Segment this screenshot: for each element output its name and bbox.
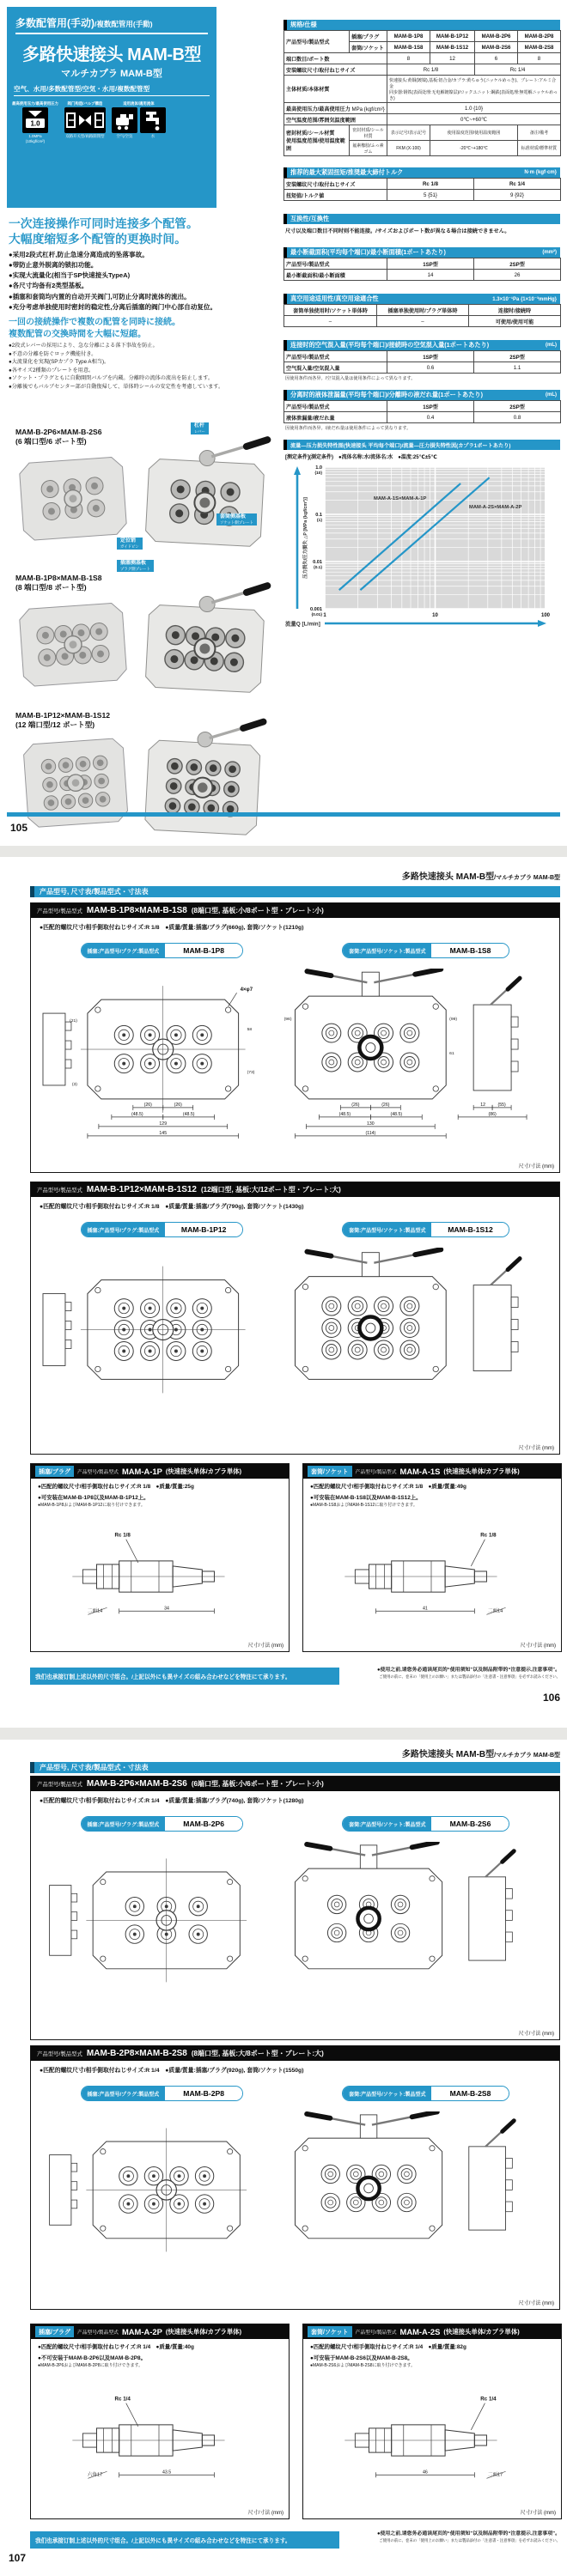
half-header: 套筒/ソケット 产品型号/製品型式 MAM-A-1S (快速接头单体/カプラ単体) [303, 1464, 561, 1479]
socket-model-pill: 套筒:产品型号/ソケット:製品型式 MAM-B-1S12 [342, 1222, 509, 1237]
running-header: 多路快速接头 MAM-B型/マルチカプラ MAM-B型 [401, 872, 560, 882]
spec-table: 产品型号/製品型式 插塞/プラグ MAM-B-1P8 MAM-B-1P12 MAM-B-2P6 MAM-B-2P8 套筒/ソケット MAM-B-1S8 MAM-B-1S12 MAM-B-2S6 MAM-B-2S8 端口数目/ポート数 8 12 6 8 安装螺纹尺寸/取付ねじサイズ Rc 1/8 Rc 1/4 主体材质/本体材質 快速接头:黄铜(镀镍),基板:铝合金/カプラ:黄ちゅう(ニッケルめっき)、プレート:アルミ合金 同步器:钢铁(表面处理:无电解镀镍层)/ロックユニット:鋼鉄(表面処理:無電解ニッケルめっき) 最高使用压力/最高使用圧力 MPa {kgf/cm²} 1.0 {10} 空气温度范围/雰囲気温度範囲 0℃~+60℃ 密封材质/シール材質 使用温度范围/使用温度範囲 密封材质/シール材質 表示记号/表示記号 使用温度范围/使用温度範囲 备注/備考 氟素橡胶/ふっ素ゴム FKM (X-100) -20℃~+180℃ 标准材质/標準材質 [284, 30, 561, 156]
half-spec: ●匹配的螺纹尺寸/相手側取付ねじサイズ:R 1/8 ●质量/質量:49g [310, 1484, 466, 1490]
plug-plate-callout: 插塞侧基板 プラグ側プレート [117, 560, 154, 572]
feature-icons [12, 101, 211, 143]
airmix-table: 产品型号/製品型式 1SP型 2SP型 空气混入量/空気混入量 0.6 1.1 [284, 350, 561, 374]
block-specline: ●匹配的螺纹尺寸/相手側取付ねじサイズ:R 1/4 ●质量/質量:插塞/プラグ(740g), 套筒/ソケット(1280g) [40, 1798, 304, 1804]
minarea-table: 产品型号/製品型式 1SP型 2SP型 最小断截面积/最小断面積 14 26 [284, 258, 561, 281]
half-note-cn: ●可安装于MAM-B-2S6以及MAM-B-2S8。 [310, 2355, 413, 2361]
bullet: ●充分考虑单独使用时密封的稳定性,分离后插塞的阀门中心部自动复位。 [9, 302, 217, 311]
svg-text:(73): (73) [247, 1069, 255, 1075]
socket-model-pill: 套筒:产品型号/ソケット:製品型式 MAM-B-2S8 [342, 2086, 509, 2101]
plug-model-pill: 插塞:产品型号/プラグ:製品型式 MAM-B-1P8 [81, 943, 244, 958]
svg-text:(86): (86) [488, 1112, 497, 1118]
airmix-note: 因使用条件而各异。/空気混入量は使用条件によって異なります。 [285, 376, 416, 381]
air-compressor-icon [112, 107, 137, 133]
svg-text:129: 129 [159, 1121, 168, 1127]
svg-text:(48.5): (48.5) [390, 1112, 403, 1118]
product-photo [7, 596, 282, 701]
svg-text:(48.5): (48.5) [131, 1112, 143, 1118]
svg-text:二面14: 二面14 [487, 1608, 503, 1614]
product-photo [7, 450, 282, 555]
single-coupler-block-socket [302, 1463, 562, 1652]
half-note-cn: ●不可安装于MAM-B-2P6以及MAM-B-2P8。 [38, 2355, 146, 2361]
half-note-cn: ●可安装在MAM-B-1S8以及MAM-B-1S12上。 [310, 1495, 422, 1501]
page-separator [0, 846, 567, 857]
unit-note: 尺寸/寸法 (mm) [518, 1164, 554, 1170]
product-caption: MAM-B-2P6×MAM-B-2S6 (6 端口型/6 ポート型) [15, 428, 102, 447]
block-specline: ●匹配的螺纹尺寸/相手側取付ねじサイズ:R 1/8 ●质量/質量:插塞/プラグ(660g), 套筒/ソケット(1210g) [40, 925, 304, 931]
unit-note: 尺寸/寸法 (mm) [520, 1643, 556, 1649]
svg-text:{1}: {1} [316, 518, 322, 522]
bullet: ●带防止意外脱离的锁扣功能。 [9, 261, 98, 270]
svg-text:(96): (96) [284, 1017, 292, 1023]
model-pills [31, 1222, 559, 1237]
svg-text:压力损失/圧力損失 △P [MPa {kgf/cm²}]: 压力损失/圧力損失 △P [MPa {kgf/cm²}] [303, 497, 308, 579]
svg-text:34: 34 [164, 1606, 169, 1612]
caution-note: ●使用之前,请您务必通读尾页的“使用须知”以及制品附带的“注意提示,注意事项”。 ご使用の前に、巻末の「使用上のお願い」または製品添付の「注意書・注意事項」を必ずお読みください。 [376, 1668, 560, 1679]
block-specline: ●匹配的螺纹尺寸/相手側取付ねじサイズ:R 1/4 ●质量/質量:插塞/プラグ(920g), 套筒/ソケット(1550g) [40, 2068, 304, 2074]
block-header: 产品型号/製品型式 MAM-B-1P8×MAM-B-1S8 (8端口型, 基板:小/8ポート型・プレート:小) [31, 903, 559, 918]
svg-text:(55): (55) [497, 1103, 506, 1109]
svg-text:(48.5): (48.5) [182, 1112, 195, 1118]
page-number: 105 [10, 822, 28, 834]
svg-text:MAM-A-1S×MAM-A-1P: MAM-A-1S×MAM-A-1P [374, 496, 427, 501]
svg-text:Rc 1/8: Rc 1/8 [480, 1532, 497, 1539]
minarea-title-bar: 最小断截面积(平均每个端口)/最小断面積(1ポートあたり) (mm²) [284, 247, 560, 258]
half-note-jp: ●MAM-B-1S8およびMAM-B-1S12に取り付けできます。 [310, 1503, 418, 1508]
svg-text:Rc 1/8: Rc 1/8 [114, 1532, 131, 1539]
water-caption: 水 [150, 134, 155, 138]
block-header: 产品型号/製品型式 MAM-B-2P6×MAM-B-2S6 (6端口型, 基板:小/6ポート型・プレート:小) [31, 1777, 559, 1791]
unit-note: 尺寸/寸法 (mm) [520, 2511, 556, 2516]
plug-model-pill: 插塞:产品型号/プラグ:製品型式 MAM-B-2P8 [81, 2086, 244, 2101]
bullet: ●各サイズ2種類のプレートを用意。 [9, 367, 94, 374]
pressure-caption: 1.0MPa (10kgf/cm²) [25, 134, 46, 143]
section-bar: 产品型号, 尺寸表/製品型式・寸法表 [30, 886, 560, 897]
technical-drawing [38, 1248, 552, 1437]
running-header: 多路快速接头 MAM-B型/マルチカプラ MAM-B型 [401, 1750, 560, 1759]
bullet: ●采用2段式杠杆,防止急速分离造成的坠落事故。 [9, 251, 149, 258]
bullets-cn [9, 250, 275, 313]
svg-text:(26): (26) [381, 1103, 390, 1109]
bullet: ●不意の分離を防ぐロック機能付き。 [9, 350, 97, 357]
category-jp: /複数配管用(手動) [94, 20, 153, 28]
footer-rule [7, 812, 560, 817]
svg-text:二面14: 二面14 [87, 1608, 103, 1614]
compat-title-bar: 互换性/互換性 [284, 214, 560, 224]
product-caption: MAM-B-1P12×MAM-B-1S12 (12 端口型/12 ポート型) [15, 711, 111, 730]
half-note-jp: ●MAM-B-2P6およびMAM-B-2P8に取り付けできます。 [38, 2363, 143, 2368]
fluid-icon-group [112, 101, 166, 139]
custom-order-note: 我们也承接订制上述以外的尺寸组合。/上記以外にも異サイズの組み合わせなどを特注にて承ります。 [30, 2531, 339, 2549]
svg-text:{0.1}: {0.1} [314, 565, 322, 569]
half-note-cn: ●可安装在MAM-B-1P8以及MAM-B-1P12上。 [38, 1495, 149, 1501]
coupler-drawing [38, 1521, 280, 1632]
vacuum-title-bar: 真空用途适用性/真空用途適合性 1.3×10⁻¹Pa {1×10⁻³mmHg} [284, 294, 560, 304]
airmix-title-bar: 连接时的空气混入量(平均每个端口)/接続時の空気混入量(1ポートあたり) (mL) [284, 340, 560, 350]
spec-column [284, 0, 560, 642]
svg-text:61: 61 [449, 1051, 454, 1057]
single-coupler-block-socket [302, 2324, 562, 2519]
svg-text:46: 46 [423, 2470, 428, 2476]
torque-table: 安装螺纹尺寸/取付ねじサイズ Rc 1/8 Rc 1/4 扭矩值/トルク値 5 {51} 9 {92} [284, 178, 561, 201]
bullet: ●插塞和套筒均内置的自动开关阀门,可防止分离时流体的流出。 [9, 292, 191, 301]
svg-text:100: 100 [540, 613, 551, 618]
bullets-jp [9, 342, 266, 392]
model-pills [31, 2086, 559, 2101]
category-line [15, 15, 208, 34]
svg-text:Rc 1/4: Rc 1/4 [114, 2396, 131, 2403]
unit-note: 尺寸/寸法 (mm) [518, 1446, 554, 1451]
valve-caption: 双路开关型/両路開閉型 [65, 134, 105, 138]
bullet: ●ソケット・プラグともに自動開閉バルブを内蔵。分離時の流体の流出を防止します。 [9, 375, 214, 382]
custom-order-note: 我们也承接订制上述以外的尺寸组合。/上記以外にも異サイズの組み合わせなどを特注にて承ります。 [30, 1668, 339, 1685]
half-spec: ●匹配的螺纹尺寸/相手側取付ねじサイズ:R 1/8 ●质量/質量:25g [38, 1484, 194, 1490]
coupler-drawing [310, 2381, 552, 2500]
title-banner [7, 7, 216, 208]
dimension-block [30, 1182, 560, 1455]
headline-cn: 一次连接操作可同时连接多个配管。 大幅度缩短多个配管的更换时间。 [9, 217, 198, 246]
valve-icon-group [64, 101, 106, 139]
plug-model-pill: 插塞:产品型号/プラグ:製品型式 MAM-B-1P12 [81, 1222, 244, 1237]
svg-text:0.01: 0.01 [313, 560, 322, 565]
water-faucet-icon [140, 107, 166, 133]
socket-model-pill: 套筒:产品型号/ソケット:製品型式 MAM-B-1S8 [342, 943, 509, 958]
bullet: ●实现大流量化(相当于SP快速接头TypeA) [9, 271, 131, 280]
chart-conditions: [测定条件](測定条件) ●流体名称:水/流体名:水 ●温度:25℃±5℃ [285, 455, 437, 460]
model-pills [31, 943, 559, 958]
svg-text:六角17: 六角17 [87, 2472, 103, 2478]
svg-text:MAM-A-2S×MAM-A-2P: MAM-A-2S×MAM-A-2P [469, 505, 522, 510]
single-coupler-block-plug [30, 2324, 290, 2519]
torque-title-bar: 推荐的最大紧固扭矩/推奨最大締付トルク N·m {kgf·cm} [284, 167, 560, 178]
svg-text:二面17: 二面17 [487, 2472, 503, 2478]
leak-note: 因使用条件而各异。/液だれ量は使用条件によって異なります。 [285, 426, 412, 431]
leak-table: 产品型号/製品型式 1SP型 2SP型 液体泄漏量/液だれ量 0.4 0.8 [284, 400, 561, 423]
technical-drawing [38, 1842, 552, 2024]
svg-text:58: 58 [247, 1027, 253, 1033]
unit-note: 尺寸/寸法 (mm) [518, 2032, 554, 2037]
bullet: ●各尺寸均备有2类型基板。 [9, 282, 88, 290]
svg-text:(26): (26) [143, 1103, 152, 1109]
page-number: 106 [542, 1692, 560, 1704]
headline-jp: 一回の接続操作で複数の配管を同時に接続。 複数配管の交換時間を大幅に短縮。 [9, 318, 180, 339]
svg-text:41: 41 [423, 1606, 428, 1612]
dimension-block [30, 902, 560, 1173]
unit-note: 尺寸/寸法 (mm) [518, 2301, 554, 2306]
socket-model-pill: 套筒:产品型号/ソケット:製品型式 MAM-B-2S6 [342, 1816, 509, 1832]
svg-text:(48.5): (48.5) [338, 1112, 351, 1118]
svg-text:43.5: 43.5 [162, 2470, 172, 2476]
technical-drawing [38, 2111, 552, 2293]
svg-text:130: 130 [367, 1121, 375, 1127]
dimension-block [30, 2045, 560, 2310]
lever-callout: 杠杆 レバー [191, 422, 209, 434]
leak-title-bar: 分离时的液体泄漏量(平均每个端口)/分離時の液だれ量(1ポートあたり) (mL) [284, 390, 560, 400]
svg-text:1.0: 1.0 [30, 119, 40, 128]
page-subtitle: 空气、水用/多数配管型/空気・水用/複数配管型 [14, 84, 210, 96]
block-specline: ●匹配的螺纹尺寸/相手側取付ねじサイズ:R 1/8 ●质量/質量:插塞/プラグ(790g), 套筒/ソケット(1430g) [40, 1204, 304, 1210]
air-caption: 空气/空気 [116, 134, 133, 138]
svg-text:(21): (21) [70, 1018, 77, 1024]
half-header: 插塞/プラグ 产品型号/製品型式 MAM-A-2P (快速接头单体/カプラ単体) [31, 2324, 289, 2339]
svg-text:1: 1 [323, 613, 326, 618]
valve-icon-label: 阀门构造/バルブ構造 [67, 101, 103, 106]
pressure-loss-chart [284, 460, 560, 642]
svg-text:Rc 1/4: Rc 1/4 [480, 2396, 497, 2403]
coupler-drawing [38, 2381, 280, 2500]
unit-note: 尺寸/寸法 (mm) [247, 2511, 284, 2516]
page-title-jp: マルチカプラ MAM-B型 [61, 69, 162, 79]
vacuum-table: 套筒单独使用时/ソケット単体時 插塞单独使用时/プラグ単体時 连接时/接続時 – – 可使用/使用可能 [284, 304, 561, 327]
svg-text:{10}: {10} [314, 471, 322, 475]
pressure-icon-label: 最高使用压力/最高使用圧力 [12, 101, 58, 106]
caution-note: ●使用之前,请您务必通读尾页的“使用须知”以及制品附带的“注意提示,注意事项”。 ご使用の前に、巻末の「使用上のお願い」または製品添付の「注意書・注意事項」を必ずお読みください。 [376, 2531, 560, 2543]
svg-text:{0.01}: {0.01} [311, 612, 322, 617]
bullet: ●分離後でもバルブセンター部が自動復帰して、単体時シールの安定性を考慮しています。 [9, 384, 224, 391]
half-note-jp: ●MAM-B-2S6およびMAM-B-2S8に取り付けできます。 [310, 2363, 416, 2368]
half-note-jp: ●MAM-B-1P8およびMAM-B-1P12に取り付けできます。 [38, 1503, 145, 1508]
socket-plate-callout: 套筒侧基板 ソケット側プレート [216, 513, 257, 526]
product-photo [7, 732, 282, 833]
svg-text:(99): (99) [449, 1017, 458, 1023]
svg-text:4×φ7: 4×φ7 [240, 987, 253, 993]
page-title: 多路快速接头 MAM-B型 [22, 46, 201, 64]
category-cn: 多数配管用(手动) [15, 17, 94, 29]
svg-text:10: 10 [432, 613, 438, 618]
pressure-icon-group [12, 101, 58, 143]
svg-text:(114): (114) [365, 1131, 376, 1137]
technical-drawing [38, 969, 552, 1156]
fluid-icon-label: 适用流体/適用流体 [123, 101, 155, 106]
max-pressure-icon [22, 107, 48, 133]
compat-text: 尺寸以及端口数目不同时则不能连接。/サイズおよびポート数が異なる場合は接続できません。 [285, 228, 510, 234]
guide-pin-callout: 定位销 ガイドピン [117, 538, 143, 550]
flow-title-bar: 流量—压力损失特性图(快速接头 平均每个端口)/流量—圧力損失特性図(カプラ1ポートあたり) [284, 440, 560, 450]
section-bar: 产品型号, 尺寸表/製品型式・寸法表 [30, 1762, 560, 1773]
page-number: 107 [9, 2552, 27, 2564]
catalog-page-107 [0, 1740, 567, 2576]
block-header: 产品型号/製品型式 MAM-B-1P12×MAM-B-1S12 (12端口型, 基板:大/12ポート型・プレート:大) [31, 1182, 559, 1197]
bullet: ●大流量化を実現(SPカプラ Type A相当)。 [9, 359, 110, 366]
half-spec: ●匹配的螺纹尺寸/相手側取付ねじサイズ:R 1/4 ●质量/質量:82g [310, 2344, 466, 2350]
svg-text:(26): (26) [174, 1103, 182, 1109]
svg-text:145: 145 [159, 1131, 168, 1137]
half-header: 插塞/プラグ 产品型号/製品型式 MAM-A-1P (快速接头单体/カプラ単体) [31, 1464, 289, 1479]
half-header: 套筒/ソケット 产品型号/製品型式 MAM-A-2S (快速接头单体/カプラ単体) [303, 2324, 561, 2339]
svg-text:1.0: 1.0 [315, 465, 322, 471]
unit-note: 尺寸/寸法 (mm) [247, 1643, 284, 1649]
dimension-block [30, 1776, 560, 2040]
svg-text:(3): (3) [71, 1081, 77, 1087]
svg-text:0.001: 0.001 [310, 607, 322, 612]
svg-text:流量Q [L/min]: 流量Q [L/min] [285, 621, 320, 628]
svg-text:12: 12 [480, 1103, 486, 1109]
catalog-page-106 [0, 857, 567, 1728]
half-spec: ●匹配的螺纹尺寸/相手側取付ねじサイズ:R 1/4 ●质量/質量:40g [38, 2344, 194, 2350]
plug-model-pill: 插塞:产品型号/プラグ:製品型式 MAM-B-2P6 [81, 1816, 244, 1832]
coupler-drawing [310, 1521, 552, 1632]
product-caption: MAM-B-1P8×MAM-B-1S8 (8 端口型/8 ポート型) [15, 574, 102, 592]
bullet: ●2段式レバーの採用により、急な分離による落下事故を防止。 [9, 343, 158, 349]
single-coupler-block-plug [30, 1463, 290, 1652]
spec-title-bar: 规格/仕様 [284, 20, 560, 30]
catalog-page-105 [0, 0, 567, 846]
svg-text:(26): (26) [351, 1103, 360, 1109]
valve-structure-icon [64, 107, 106, 133]
block-header: 产品型号/製品型式 MAM-B-2P8×MAM-B-2S8 (8端口型, 基板:大/8ポート型・プレート:大) [31, 2046, 559, 2061]
svg-text:0.1: 0.1 [315, 513, 322, 518]
page-separator [0, 1728, 567, 1740]
model-pills [31, 1816, 559, 1832]
